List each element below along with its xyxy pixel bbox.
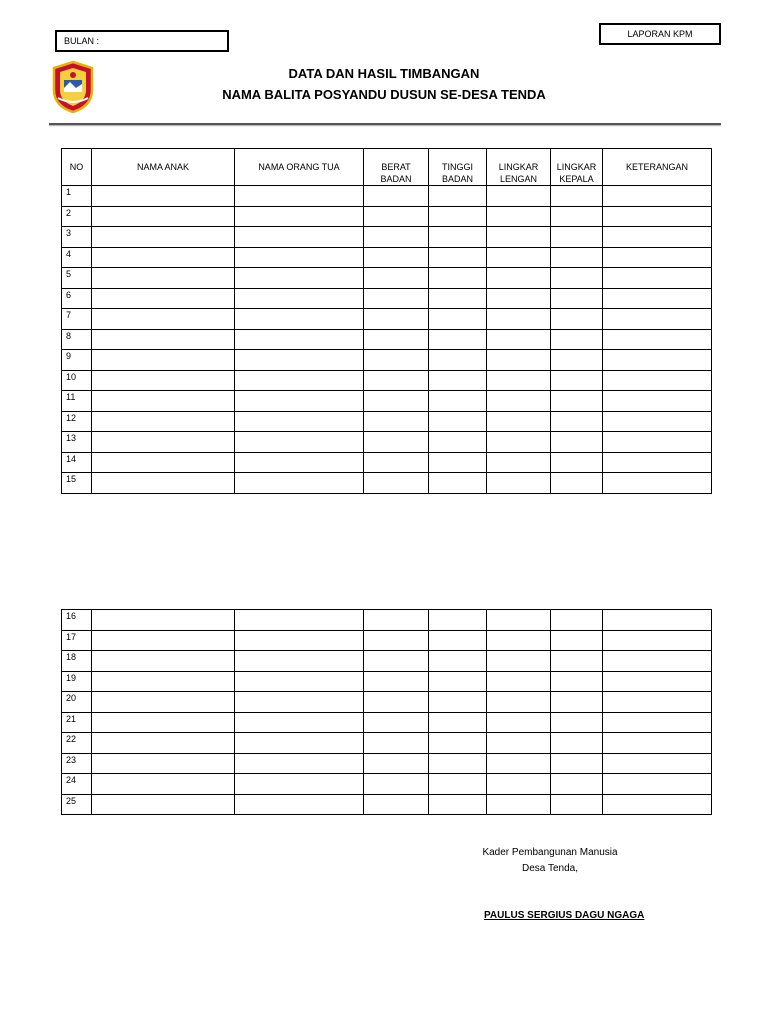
row-number: 18: [62, 651, 92, 672]
berat-badan-cell[interactable]: [364, 774, 429, 795]
berat-badan-cell[interactable]: [364, 651, 429, 672]
table-row: [62, 712, 712, 733]
nama-orang-tua-cell[interactable]: [235, 452, 364, 473]
col-nama-anak: NAMA ANAK: [92, 149, 235, 186]
nama-anak-cell[interactable]: [92, 288, 235, 309]
tinggi-badan-cell[interactable]: [429, 630, 487, 651]
tinggi-badan-cell[interactable]: [429, 671, 487, 692]
row-number: 3: [62, 227, 92, 248]
lingkar-kepala-cell[interactable]: [551, 794, 603, 815]
berat-badan-cell[interactable]: [364, 391, 429, 412]
table-row: [62, 227, 712, 248]
lingkar-lengan-cell[interactable]: [487, 227, 551, 248]
nama-anak-cell[interactable]: [92, 227, 235, 248]
berat-badan-cell[interactable]: [364, 247, 429, 268]
lingkar-lengan-cell[interactable]: [487, 206, 551, 227]
nama-orang-tua-cell[interactable]: [235, 794, 364, 815]
lingkar-kepala-cell[interactable]: [551, 733, 603, 754]
row-number: 24: [62, 774, 92, 795]
lingkar-lengan-cell[interactable]: [487, 473, 551, 494]
berat-badan-cell[interactable]: [364, 411, 429, 432]
berat-badan-cell[interactable]: [364, 288, 429, 309]
berat-badan-cell[interactable]: [364, 452, 429, 473]
nama-anak-cell[interactable]: [92, 370, 235, 391]
table-row: [62, 671, 712, 692]
lingkar-lengan-cell[interactable]: [487, 753, 551, 774]
tinggi-badan-cell[interactable]: [429, 288, 487, 309]
lingkar-kepala-cell[interactable]: [551, 268, 603, 289]
berat-badan-cell[interactable]: [364, 432, 429, 453]
nama-anak-cell[interactable]: [92, 247, 235, 268]
laporan-kpm-label: LAPORAN KPM: [627, 29, 693, 39]
document-subtitle: NAMA BALITA POSYANDU DUSUN SE-DESA TENDA: [222, 87, 546, 102]
row-number: 10: [62, 370, 92, 391]
tinggi-badan-cell[interactable]: [429, 473, 487, 494]
lingkar-lengan-cell[interactable]: [487, 309, 551, 330]
lingkar-lengan-cell[interactable]: [487, 774, 551, 795]
nama-anak-cell[interactable]: [92, 206, 235, 227]
row-number: 17: [62, 630, 92, 651]
tinggi-badan-cell[interactable]: [429, 774, 487, 795]
tinggi-badan-cell[interactable]: [429, 794, 487, 815]
keterangan-cell[interactable]: [603, 610, 712, 631]
bulan-label: BULAN :: [64, 36, 100, 46]
nama-orang-tua-cell[interactable]: [235, 610, 364, 631]
table-row: [62, 452, 712, 473]
nama-orang-tua-cell[interactable]: [235, 712, 364, 733]
table-row: [62, 411, 712, 432]
lingkar-kepala-cell[interactable]: [551, 651, 603, 672]
tinggi-badan-cell[interactable]: [429, 268, 487, 289]
row-number: 7: [62, 309, 92, 330]
tinggi-badan-cell[interactable]: [429, 610, 487, 631]
nama-orang-tua-cell[interactable]: [235, 391, 364, 412]
table-row: [62, 651, 712, 672]
nama-anak-cell[interactable]: [92, 432, 235, 453]
tinggi-badan-cell[interactable]: [429, 329, 487, 350]
berat-badan-cell[interactable]: [364, 671, 429, 692]
berat-badan-cell[interactable]: [364, 794, 429, 815]
tinggi-badan-cell[interactable]: [429, 753, 487, 774]
keterangan-cell[interactable]: [603, 227, 712, 248]
berat-badan-cell[interactable]: [364, 630, 429, 651]
nama-anak-cell[interactable]: [92, 268, 235, 289]
keterangan-cell[interactable]: [603, 794, 712, 815]
table-row: [62, 206, 712, 227]
col-lingkar-kepala: LINGKAR KEPALA: [551, 149, 603, 186]
lingkar-kepala-cell[interactable]: [551, 309, 603, 330]
lingkar-lengan-cell[interactable]: [487, 370, 551, 391]
tinggi-badan-cell[interactable]: [429, 391, 487, 412]
row-number: 5: [62, 268, 92, 289]
lingkar-lengan-cell[interactable]: [487, 186, 551, 207]
nama-orang-tua-cell[interactable]: [235, 329, 364, 350]
laporan-kpm-box: [599, 23, 721, 45]
row-number: 8: [62, 329, 92, 350]
table-header-row: [62, 149, 712, 186]
lingkar-kepala-cell[interactable]: [551, 247, 603, 268]
tinggi-badan-cell[interactable]: [429, 452, 487, 473]
row-number: 2: [62, 206, 92, 227]
keterangan-cell[interactable]: [603, 692, 712, 713]
lingkar-kepala-cell[interactable]: [551, 473, 603, 494]
col-nama-orang-tua: NAMA ORANG TUA: [235, 149, 364, 186]
berat-badan-cell[interactable]: [364, 712, 429, 733]
lingkar-kepala-cell[interactable]: [551, 610, 603, 631]
lingkar-kepala-cell[interactable]: [551, 370, 603, 391]
header-divider: [49, 123, 721, 125]
row-number: 4: [62, 247, 92, 268]
lingkar-lengan-cell[interactable]: [487, 671, 551, 692]
lingkar-kepala-cell[interactable]: [551, 432, 603, 453]
keterangan-cell[interactable]: [603, 452, 712, 473]
tinggi-badan-cell[interactable]: [429, 186, 487, 207]
keterangan-cell[interactable]: [603, 329, 712, 350]
table-row: [62, 350, 712, 371]
nama-anak-cell[interactable]: [92, 753, 235, 774]
nama-anak-cell[interactable]: [92, 309, 235, 330]
berat-badan-cell[interactable]: [364, 309, 429, 330]
tinggi-badan-cell[interactable]: [429, 206, 487, 227]
row-number: 20: [62, 692, 92, 713]
berat-badan-cell[interactable]: [364, 227, 429, 248]
lingkar-kepala-cell[interactable]: [551, 391, 603, 412]
berat-badan-cell[interactable]: [364, 350, 429, 371]
keterangan-cell[interactable]: [603, 651, 712, 672]
lingkar-kepala-cell[interactable]: [551, 206, 603, 227]
lingkar-lengan-cell[interactable]: [487, 692, 551, 713]
berat-badan-cell[interactable]: [364, 186, 429, 207]
table-row: [62, 329, 712, 350]
tinggi-badan-cell[interactable]: [429, 309, 487, 330]
table-row: [62, 473, 712, 494]
nama-anak-cell[interactable]: [92, 452, 235, 473]
tinggi-badan-cell[interactable]: [429, 692, 487, 713]
nama-orang-tua-cell[interactable]: [235, 432, 364, 453]
row-number: 19: [62, 671, 92, 692]
row-number: 13: [62, 432, 92, 453]
lingkar-kepala-cell[interactable]: [551, 329, 603, 350]
keterangan-cell[interactable]: [603, 630, 712, 651]
col-no: NO: [62, 149, 92, 186]
nama-anak-cell[interactable]: [92, 610, 235, 631]
tinggi-badan-cell[interactable]: [429, 227, 487, 248]
nama-anak-cell[interactable]: [92, 671, 235, 692]
nama-orang-tua-cell[interactable]: [235, 671, 364, 692]
nama-anak-cell[interactable]: [92, 712, 235, 733]
nama-anak-cell[interactable]: [92, 794, 235, 815]
col-tinggi-badan: TINGGI BADAN: [429, 149, 487, 186]
balita-table-part-1: [61, 148, 712, 494]
lingkar-lengan-cell[interactable]: [487, 733, 551, 754]
table-row: [62, 309, 712, 330]
table-row: [62, 692, 712, 713]
lingkar-lengan-cell[interactable]: [487, 432, 551, 453]
berat-badan-cell[interactable]: [364, 206, 429, 227]
nama-anak-cell[interactable]: [92, 329, 235, 350]
nama-orang-tua-cell[interactable]: [235, 186, 364, 207]
balita-table-part-2: [61, 609, 712, 815]
keterangan-cell[interactable]: [603, 350, 712, 371]
nama-orang-tua-cell[interactable]: [235, 651, 364, 672]
lingkar-kepala-cell[interactable]: [551, 186, 603, 207]
nama-anak-cell[interactable]: [92, 350, 235, 371]
keterangan-cell[interactable]: [603, 370, 712, 391]
nama-orang-tua-cell[interactable]: [235, 206, 364, 227]
keterangan-cell[interactable]: [603, 753, 712, 774]
signatory-name: PAULUS SERGIUS DAGU NGAGA: [484, 910, 645, 921]
nama-orang-tua-cell[interactable]: [235, 692, 364, 713]
row-number: 6: [62, 288, 92, 309]
lingkar-lengan-cell[interactable]: [487, 391, 551, 412]
row-number: 21: [62, 712, 92, 733]
lingkar-lengan-cell[interactable]: [487, 610, 551, 631]
nama-orang-tua-cell[interactable]: [235, 309, 364, 330]
tinggi-badan-cell[interactable]: [429, 432, 487, 453]
table-row: [62, 630, 712, 651]
lingkar-lengan-cell[interactable]: [487, 712, 551, 733]
table-row: [62, 794, 712, 815]
table-row: [62, 391, 712, 412]
nama-orang-tua-cell[interactable]: [235, 753, 364, 774]
nama-orang-tua-cell[interactable]: [235, 630, 364, 651]
keterangan-cell[interactable]: [603, 247, 712, 268]
tinggi-badan-cell[interactable]: [429, 733, 487, 754]
bulan-field[interactable]: [55, 30, 229, 52]
col-keterangan: KETERANGAN: [603, 149, 712, 186]
lingkar-kepala-cell[interactable]: [551, 350, 603, 371]
nama-orang-tua-cell[interactable]: [235, 473, 364, 494]
row-number: 23: [62, 753, 92, 774]
keterangan-cell[interactable]: [603, 411, 712, 432]
nama-anak-cell[interactable]: [92, 411, 235, 432]
lingkar-kepala-cell[interactable]: [551, 753, 603, 774]
lingkar-lengan-cell[interactable]: [487, 452, 551, 473]
table-row: [62, 774, 712, 795]
keterangan-cell[interactable]: [603, 268, 712, 289]
keterangan-cell[interactable]: [603, 432, 712, 453]
keterangan-cell[interactable]: [603, 671, 712, 692]
row-number: 16: [62, 610, 92, 631]
lingkar-kepala-cell[interactable]: [551, 227, 603, 248]
table-row: [62, 733, 712, 754]
nama-anak-cell[interactable]: [92, 692, 235, 713]
nama-orang-tua-cell[interactable]: [235, 227, 364, 248]
table-row: [62, 186, 712, 207]
lingkar-lengan-cell[interactable]: [487, 288, 551, 309]
row-number: 9: [62, 350, 92, 371]
lingkar-kepala-cell[interactable]: [551, 774, 603, 795]
table-row: [62, 432, 712, 453]
lingkar-kepala-cell[interactable]: [551, 671, 603, 692]
signature-block: [470, 845, 630, 877]
lingkar-lengan-cell[interactable]: [487, 411, 551, 432]
keterangan-cell[interactable]: [603, 712, 712, 733]
tinggi-badan-cell[interactable]: [429, 411, 487, 432]
lingkar-lengan-cell[interactable]: [487, 651, 551, 672]
table-row: [62, 288, 712, 309]
row-number: 1: [62, 186, 92, 207]
lingkar-lengan-cell[interactable]: [487, 630, 551, 651]
lingkar-lengan-cell[interactable]: [487, 268, 551, 289]
lingkar-kepala-cell[interactable]: [551, 411, 603, 432]
table-row: [62, 610, 712, 631]
keterangan-cell[interactable]: [603, 206, 712, 227]
nama-anak-cell[interactable]: [92, 186, 235, 207]
keterangan-cell[interactable]: [603, 733, 712, 754]
table-row: [62, 370, 712, 391]
lingkar-lengan-cell[interactable]: [487, 247, 551, 268]
nama-orang-tua-cell[interactable]: [235, 268, 364, 289]
tinggi-badan-cell[interactable]: [429, 651, 487, 672]
berat-badan-cell[interactable]: [364, 733, 429, 754]
nama-orang-tua-cell[interactable]: [235, 733, 364, 754]
berat-badan-cell[interactable]: [364, 753, 429, 774]
nama-orang-tua-cell[interactable]: [235, 288, 364, 309]
nama-orang-tua-cell[interactable]: [235, 350, 364, 371]
berat-badan-cell[interactable]: [364, 692, 429, 713]
row-number: 11: [62, 391, 92, 412]
keterangan-cell[interactable]: [603, 774, 712, 795]
lingkar-kepala-cell[interactable]: [551, 288, 603, 309]
table-row: [62, 247, 712, 268]
col-lingkar-lengan: LINGKAR LENGAN: [487, 149, 551, 186]
lingkar-kepala-cell[interactable]: [551, 712, 603, 733]
nama-orang-tua-cell[interactable]: [235, 411, 364, 432]
col-berat-badan: BERAT BADAN: [364, 149, 429, 186]
table-row: [62, 753, 712, 774]
row-number: 25: [62, 794, 92, 815]
signature-org-line-2: Desa Tenda,: [522, 863, 578, 874]
lingkar-lengan-cell[interactable]: [487, 794, 551, 815]
keterangan-cell[interactable]: [603, 309, 712, 330]
lingkar-kepala-cell[interactable]: [551, 692, 603, 713]
lingkar-lengan-cell[interactable]: [487, 329, 551, 350]
row-number: 15: [62, 473, 92, 494]
nama-anak-cell[interactable]: [92, 630, 235, 651]
signature-org-line-1: Kader Pembangunan Manusia: [482, 847, 618, 858]
tinggi-badan-cell[interactable]: [429, 712, 487, 733]
berat-badan-cell[interactable]: [364, 370, 429, 391]
berat-badan-cell[interactable]: [364, 610, 429, 631]
tinggi-badan-cell[interactable]: [429, 370, 487, 391]
row-number: 14: [62, 452, 92, 473]
nama-anak-cell[interactable]: [92, 651, 235, 672]
row-number: 12: [62, 411, 92, 432]
nama-orang-tua-cell[interactable]: [235, 247, 364, 268]
nama-orang-tua-cell[interactable]: [235, 370, 364, 391]
tinggi-badan-cell[interactable]: [429, 247, 487, 268]
tinggi-badan-cell[interactable]: [429, 350, 487, 371]
document-title: DATA DAN HASIL TIMBANGAN: [288, 66, 480, 81]
berat-badan-cell[interactable]: [364, 329, 429, 350]
berat-badan-cell[interactable]: [364, 268, 429, 289]
nama-anak-cell[interactable]: [92, 733, 235, 754]
keterangan-cell[interactable]: [603, 288, 712, 309]
table-row: [62, 268, 712, 289]
lingkar-kepala-cell[interactable]: [551, 630, 603, 651]
lingkar-kepala-cell[interactable]: [551, 452, 603, 473]
keterangan-cell[interactable]: [603, 186, 712, 207]
row-number: 22: [62, 733, 92, 754]
berat-badan-cell[interactable]: [364, 473, 429, 494]
nama-anak-cell[interactable]: [92, 774, 235, 795]
keterangan-cell[interactable]: [603, 473, 712, 494]
lingkar-lengan-cell[interactable]: [487, 350, 551, 371]
nama-anak-cell[interactable]: [92, 473, 235, 494]
keterangan-cell[interactable]: [603, 391, 712, 412]
nama-orang-tua-cell[interactable]: [235, 774, 364, 795]
nama-anak-cell[interactable]: [92, 391, 235, 412]
